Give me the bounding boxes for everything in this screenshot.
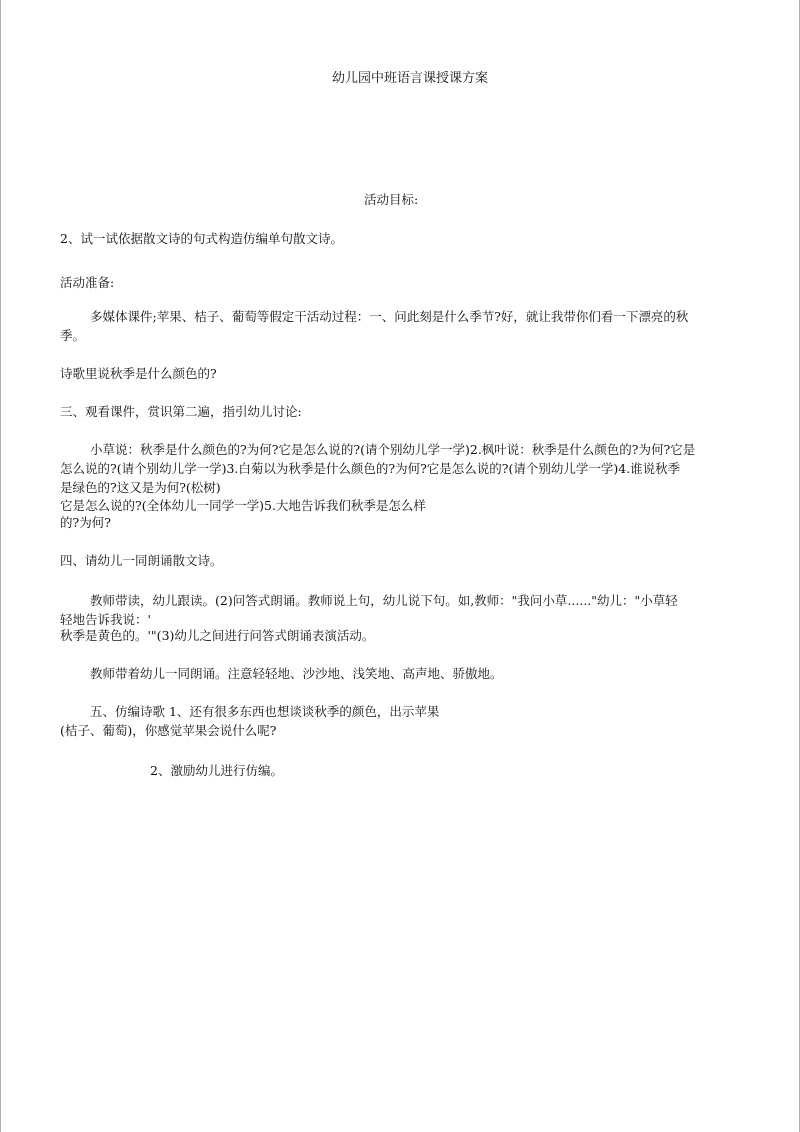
section-heading-preparation: 活动准备: [60, 275, 115, 290]
paragraph-line: 多媒体课件;苹果、桔子、葡萄等假定干活动过程：一、问此刻是什么季节?好，就让我带你们看一下漂亮的秋 [90, 309, 689, 324]
paragraph-line: 的?为何? [60, 515, 111, 530]
paragraph-line: 季。 [60, 328, 86, 343]
page-left-edge [0, 0, 1, 1132]
paragraph-line: 小草说：秋季是什么颜色的?为何?它是怎么说的?(请个别幼儿学一学)2.枫叶说：秋季是什么颜色的?为何?它是 [90, 442, 696, 457]
document-title: 幼儿园中班语言课授课方案 [332, 71, 489, 86]
paragraph-line: 2、激励幼儿进行仿编。 [150, 763, 283, 778]
section-heading-imitate: 五、仿编诗歌 1、还有很多东西也想谈谈秋季的颜色，出示苹果 [90, 704, 440, 719]
paragraph-line: 轻地告诉我说：' [60, 612, 151, 627]
paragraph-line: 秋季是黄色的。'"(3)幼儿之间进行问答式朗诵表演活动。 [60, 628, 375, 643]
paragraph-line: (桔子、葡萄)，你感觉苹果会说什么呢? [60, 723, 277, 738]
section-heading-recite: 四、请幼儿一同朗诵散文诗。 [60, 553, 223, 568]
paragraph-line: 怎么说的?(请个别幼儿学一学)3.白菊以为秋季是什么颜色的?为何?它是怎么说的?(请个别幼儿学一学)4.谁说秋季 [60, 461, 681, 476]
section-heading-watch: 三、观看课件，赏识第二遍，指引幼儿讨论: [60, 404, 302, 419]
paragraph-line: 诗歌里说秋季是什么颜色的? [60, 366, 217, 381]
paragraph-line: 2、试一试依据散文诗的句式构造仿编单句散文诗。 [60, 231, 343, 246]
paragraph-line: 是绿色的?这又是为何?(松树) [60, 480, 221, 495]
paragraph-line: 它是怎么说的?(全体幼儿一同学一学)5.大地告诉我们秋季是怎么样 [60, 498, 426, 513]
paragraph-line: 教师带着幼儿一同朗诵。注意轻轻地、沙沙地、浅笑地、高声地、骄傲地。 [90, 666, 503, 681]
paragraph-line: 教师带读，幼儿跟读。(2)问答式朗诵。教师说上句，幼儿说下句。如,教师："我问小草......"幼儿："小草轻 [90, 593, 678, 608]
section-heading-goals: 活动目标: [364, 192, 419, 207]
